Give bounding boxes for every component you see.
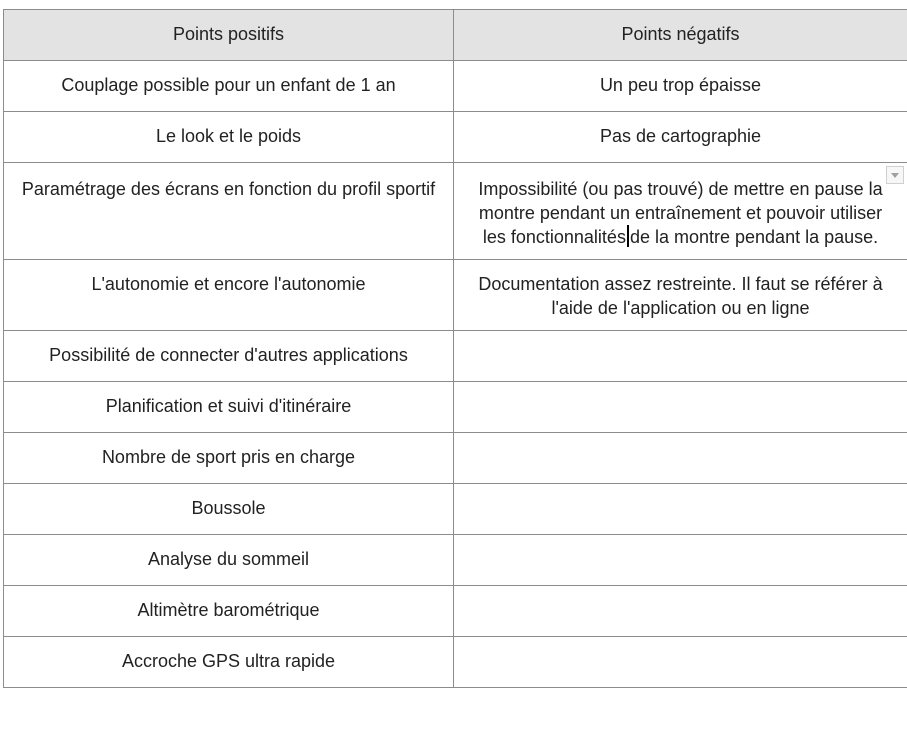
cell-negative-text-part1: Impossibilité (ou pas trouvé) de mettre en pause la montre pendant un entraînement et pouvoir utiliser les fonctionnalités bbox=[478, 179, 883, 247]
cell-negative[interactable] bbox=[454, 331, 907, 382]
cell-positive[interactable] bbox=[4, 260, 454, 331]
cell-positive[interactable] bbox=[4, 637, 454, 688]
cell-positive-text: L'autonomie et encore l'autonomie bbox=[91, 274, 366, 294]
text-cursor bbox=[627, 225, 629, 247]
cell-positive[interactable] bbox=[4, 484, 454, 535]
chevron-down-icon[interactable] bbox=[886, 166, 904, 184]
cell-negative-text-part2: de la montre pendant la pause. bbox=[629, 227, 879, 247]
cell-positive[interactable] bbox=[4, 433, 454, 484]
cell-positive[interactable] bbox=[4, 331, 454, 382]
cell-positive[interactable] bbox=[4, 382, 454, 433]
cell-positive-text: Analyse du sommeil bbox=[147, 549, 310, 569]
cell-negative-text: Pas de cartographie bbox=[599, 126, 762, 146]
cell-positive[interactable] bbox=[4, 586, 454, 637]
cell-positive-text: Possibilité de connecter d'autres applications bbox=[49, 345, 408, 365]
cell-negative-text: Documentation assez restreinte. Il faut se référer à l'aide de l'application ou en ligne bbox=[478, 274, 883, 318]
table-row bbox=[4, 433, 907, 484]
table-row bbox=[4, 382, 907, 433]
header-positive-label: Points positifs bbox=[172, 24, 285, 44]
cell-positive-text: Couplage possible pour un enfant de 1 an bbox=[61, 75, 396, 95]
table-row bbox=[4, 163, 907, 260]
cell-positive[interactable] bbox=[4, 112, 454, 163]
header-negative-label: Points négatifs bbox=[621, 24, 740, 44]
table-row bbox=[4, 112, 907, 163]
table-container bbox=[3, 9, 907, 688]
cell-negative[interactable] bbox=[454, 637, 907, 688]
cell-positive-text: Nombre de sport pris en charge bbox=[101, 447, 356, 467]
table-header-row bbox=[4, 10, 907, 61]
cell-negative[interactable] bbox=[454, 112, 907, 163]
cell-negative[interactable] bbox=[454, 61, 907, 112]
cell-positive-text: Altimètre barométrique bbox=[137, 600, 320, 620]
table-row bbox=[4, 331, 907, 382]
cell-negative[interactable] bbox=[454, 433, 907, 484]
cell-positive[interactable] bbox=[4, 61, 454, 112]
cell-negative-text: Un peu trop épaisse bbox=[599, 75, 762, 95]
cell-positive-text: Paramétrage des écrans en fonction du profil sportif bbox=[21, 179, 436, 199]
cell-negative[interactable] bbox=[454, 535, 907, 586]
table-row bbox=[4, 535, 907, 586]
pros-cons-table bbox=[3, 9, 907, 688]
cell-negative[interactable] bbox=[454, 484, 907, 535]
cell-negative[interactable] bbox=[454, 260, 907, 331]
cell-positive-text: Accroche GPS ultra rapide bbox=[121, 651, 336, 671]
cell-positive-text: Planification et suivi d'itinéraire bbox=[105, 396, 352, 416]
cell-positive[interactable] bbox=[4, 535, 454, 586]
table-row bbox=[4, 637, 907, 688]
header-negative[interactable] bbox=[454, 10, 907, 61]
table-row bbox=[4, 61, 907, 112]
cell-positive-text: Boussole bbox=[191, 498, 266, 518]
table-row bbox=[4, 260, 907, 331]
cell-negative[interactable] bbox=[454, 382, 907, 433]
cell-negative[interactable] bbox=[454, 586, 907, 637]
cell-positive-text: Le look et le poids bbox=[155, 126, 302, 146]
table-row bbox=[4, 484, 907, 535]
table-row bbox=[4, 586, 907, 637]
header-positive[interactable] bbox=[4, 10, 454, 61]
cell-negative-text bbox=[472, 177, 889, 249]
cell-negative-active[interactable] bbox=[454, 163, 907, 260]
cell-positive[interactable] bbox=[4, 163, 454, 260]
